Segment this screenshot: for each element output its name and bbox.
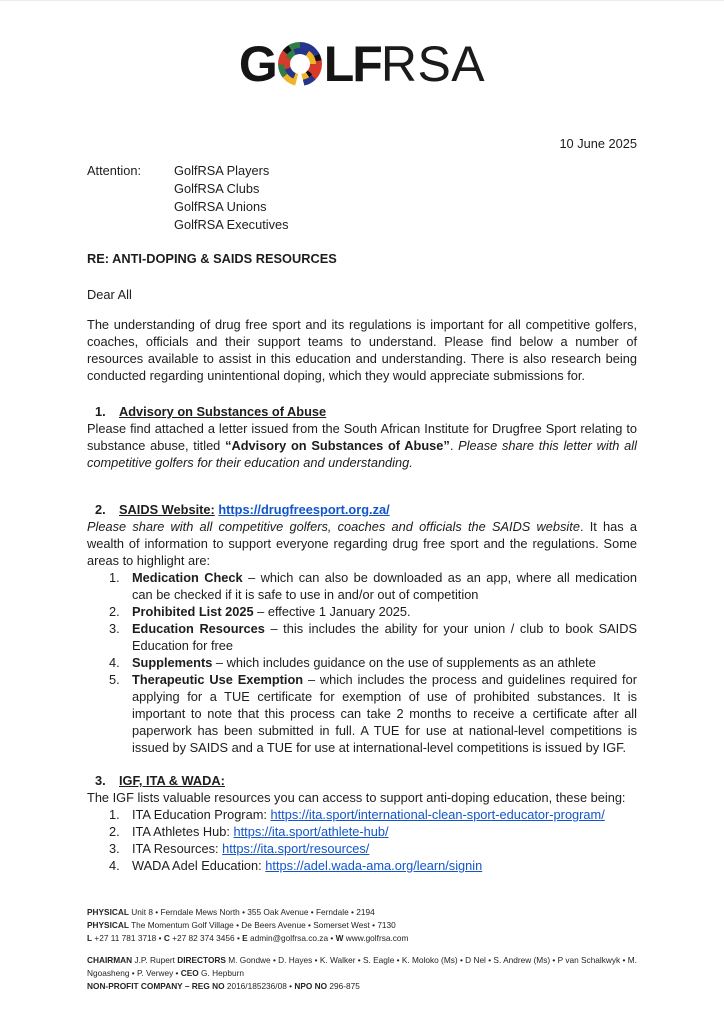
section-igf-ita-wada [87,772,637,874]
section-intro: The IGF lists valuable resources you can access to support anti-doping education, these being: [87,790,626,805]
logo-rsa-text: RSA [380,36,486,92]
text-run: J.P. Rupert [132,955,178,965]
attention-block [87,162,637,234]
text-run: Unit 8 • Ferndale Mews North • 355 Oak Avenue • Ferndale • 2194 [128,907,375,917]
list-item [87,840,637,857]
text-run: SAIDS Website: [119,502,215,517]
text-run: . [449,438,459,453]
golf-ball-ring-icon [278,42,322,86]
text-run: – effective 1 January 2025. [253,604,411,619]
list-item-number: 2. [109,824,120,839]
section-number: 1. [95,404,106,419]
section-title [119,773,225,788]
list-item [87,857,637,874]
section-heading [87,501,637,518]
section-title [119,404,326,419]
section-saids-website [87,501,637,756]
section-number: 3. [95,773,106,788]
text-run: 2016/185236/08 • [224,981,295,991]
attention-recipient: GolfRSA Clubs [174,181,260,196]
text-run: PHYSICAL [87,920,129,930]
text-run: – which includes the process and guidelines required for applying for a TUE certificate for exemption of use of prohibited substances. It is important to note that this process can take 2 months to receive a certificate after all paperwork has been submitted in full. A TUE for use at national-level competitions is issued by SAIDS and a TUE for use at international-level competitions is issued by IGF. [132,672,637,755]
text-run: W [335,933,344,943]
text-run: – which includes guidance on the use of supplements as an athlete [212,655,596,670]
salutation: Dear All [87,287,132,302]
logo-golf-text [239,36,381,92]
text-run: – which can also be downloaded as an app, where all medication can be checked if it is safe to use in and/or out of competition [132,570,637,602]
list-item-text [132,654,637,671]
attention-list [174,162,289,234]
text-run: ITA Education Program: [132,807,271,822]
hyperlink[interactable]: https://drugfreesport.org.za/ [218,502,390,517]
list-item [87,603,637,620]
list-item-text [132,671,637,756]
text-run: G. Hepburn [198,968,244,978]
text-run: E [242,933,248,943]
text-run: C [163,933,170,943]
section-title [119,502,390,517]
text-run: Please find attached a letter issued from the South African Institute for Drugfree Sport relating to substance abuse, titled [87,421,637,453]
section-body [87,518,637,569]
text-run: NPO NO [294,981,328,991]
text-run: . It has a wealth of information to support everyone regarding drug free sport and the regulations. Some areas to highlight are: [87,519,637,568]
text-run: L [87,933,93,943]
list-item-text [132,840,637,857]
footer-line [87,932,644,945]
list-item-text [132,620,637,654]
hyperlink[interactable]: https://ita.sport/international-clean-sport-educator-program/ [270,807,605,822]
section-advisory [87,403,637,471]
list-item-number: 1. [109,570,120,585]
list-item-text [132,823,637,840]
text-run: +27 82 374 3456 • [169,933,243,943]
list-item-text [132,603,637,620]
resource-links-list [87,806,637,874]
list-item-number: 2. [109,604,120,619]
list-item-number: 3. [109,841,120,856]
list-item-text [132,569,637,603]
text-run: Supplements [132,655,213,670]
list-item-number: 4. [109,858,120,873]
hyperlink[interactable]: https://ita.sport/resources/ [222,841,370,856]
intro-paragraph: The understanding of drug free sport and its regulations is important for all competitive golfers, coaches, officials and their support teams to understand. Please find below a number of resources available to assist in this education and understanding. There is also research being conducted regarding unintentional doping, which they would appreciate submissions for. [87,317,637,383]
text-run: Prohibited List 2025 [132,604,254,619]
attention-label: Attention: [87,163,142,178]
text-run: ITA Resources: [132,841,223,856]
text-run: PHYSICAL [87,907,129,917]
text-run: M. Gondwe • D. Hayes • K. Walker • S. Eagle • K. Moloko (Ms) • D Nel • S. Andrew (Ms) • P van Schalkwyk • M. Ngoasheng • P. Verwey • [87,955,637,978]
subject-line: RE: ANTI-DOPING & SAIDS RESOURCES [87,251,337,266]
list-item-text [132,857,637,874]
text-run: Education Resources [132,621,265,636]
list-item [87,569,637,603]
logo-letter-g: G [238,36,276,92]
logo-tee-notch [295,68,305,87]
list-item [87,620,637,654]
text-run: Medication Check [132,570,243,585]
text-run: 296-875 [327,981,360,991]
footer-line [87,980,644,993]
golfrsa-logo [0,1,724,95]
text-run: DIRECTORS [177,955,226,965]
text-run: Therapeutic Use Exemption [132,672,304,687]
list-item-number: 3. [109,621,120,636]
attention-recipient: GolfRSA Executives [174,217,289,232]
text-run: “Advisory on Substances of Abuse” [225,438,450,453]
text-run: ITA Athletes Hub: [132,824,234,839]
section-body [87,420,637,471]
logo-letters-lf: LF [323,36,381,92]
footer-line [87,906,644,919]
list-item-number: 4. [109,655,120,670]
hyperlink[interactable]: https://ita.sport/athlete-hub/ [233,824,389,839]
text-run: CEO [180,968,199,978]
saids-highlights-list [87,569,637,756]
list-item-number: 1. [109,807,120,822]
list-item-number: 5. [109,672,120,687]
text-run: NON-PROFIT COMPANY – REG NO [87,981,225,991]
list-item [87,671,637,756]
text-run: WADA Adel Education: [132,858,266,873]
section-heading [87,403,637,420]
section-heading [87,772,637,789]
text-run: Advisory on Substances of Abuse [119,404,327,419]
section-number: 2. [95,502,106,517]
text-run: www.golfrsa.com [343,933,409,943]
footer-line [87,954,644,980]
footer-line [87,919,644,932]
text-run: CHAIRMAN [87,955,133,965]
text-run: admin@golfrsa.co.za • [247,933,336,943]
list-item [87,806,637,823]
text-run: Please share this letter with all competitive golfers for their education and understanding. [87,438,637,470]
letterhead-footer [87,906,644,993]
letter-date: 10 June 2025 [559,136,637,151]
attention-recipient: GolfRSA Players [174,163,270,178]
text-run: IGF, ITA & WADA: [119,773,225,788]
list-item [87,823,637,840]
list-item [87,654,637,671]
text-run: The Momentum Golf Village • De Beers Avenue • Somerset West • 7130 [128,920,396,930]
letter-body [0,135,724,874]
text-run: Please share with all competitive golfers, coaches and officials the SAIDS website [87,519,580,534]
text-run: – this includes the ability for your union / club to book SAIDS Education for free [132,621,637,653]
text-run: +27 11 781 3718 • [92,933,164,943]
attention-recipient: GolfRSA Unions [174,199,267,214]
hyperlink[interactable]: https://adel.wada-ama.org/learn/signin [265,858,483,873]
list-item-text [132,806,637,823]
